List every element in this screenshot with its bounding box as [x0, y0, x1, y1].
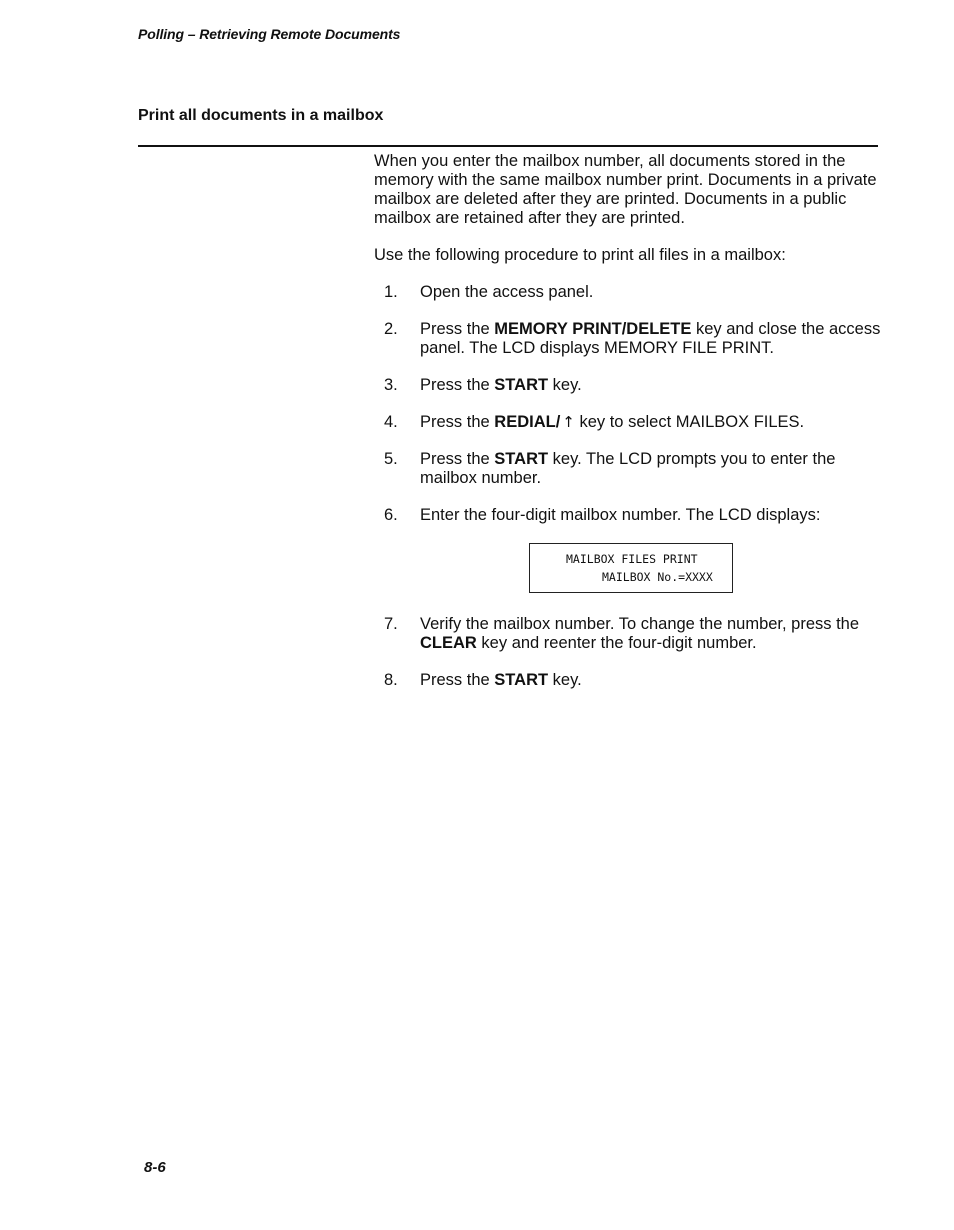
step-number: 4. — [384, 413, 398, 431]
key-name: MEMORY PRINT/DELETE — [494, 320, 692, 338]
section-rule — [138, 145, 878, 147]
step-text — [420, 506, 820, 524]
step-text-run: Press the — [420, 320, 495, 338]
lcd-display-wrap — [374, 543, 894, 593]
step-item — [374, 615, 894, 653]
step-text — [420, 413, 804, 431]
step-text-run: Press the — [420, 450, 495, 468]
procedure-steps — [374, 283, 894, 690]
step-item — [374, 283, 894, 302]
step-text-run: Verify the mailbox number. To change the number, press the — [420, 615, 860, 633]
step-text-run: key. — [548, 671, 582, 689]
intro-paragraph: When you enter the mailbox number, all documents stored in the memory with the same mailbox number print. Documents in a private mailbox are deleted after they are printed. Documents in a public mailbox are retained after they are printed. — [374, 152, 877, 227]
step-text — [420, 320, 880, 357]
step-text — [420, 450, 835, 487]
step-text-run: key. The LCD prompts you to enter the mailbox number. — [420, 450, 836, 487]
step-text-run: key and reenter the four-digit number. — [476, 634, 757, 652]
step-number: 6. — [384, 506, 398, 524]
step-text-run: Press the — [420, 671, 495, 689]
step-number: 3. — [384, 376, 398, 394]
step-text — [420, 671, 582, 689]
step-text-run: Enter the four-digit mailbox number. The LCD displays: — [420, 506, 821, 524]
step-item — [374, 671, 894, 690]
step-text-run: Press the — [420, 376, 495, 394]
key-name: START — [494, 671, 549, 689]
section-content — [374, 152, 894, 708]
step-item — [374, 376, 894, 395]
lcd-line-1: MAILBOX FILES PRINT — [566, 552, 698, 566]
step-number: 2. — [384, 320, 398, 338]
page-number: 8-6 — [144, 1159, 166, 1176]
key-name: CLEAR — [420, 634, 477, 652]
step-number: 5. — [384, 450, 398, 468]
up-arrow-icon: ↑ — [562, 413, 575, 431]
procedure-lead: Use the following procedure to print all files in a mailbox: — [374, 246, 786, 264]
lcd-line-2: MAILBOX No.=XXXX — [602, 570, 713, 584]
step-text-run: key to select MAILBOX FILES. — [574, 413, 805, 431]
key-name: REDIAL/ — [494, 413, 561, 431]
step-text-run: key. — [548, 376, 582, 394]
section-heading: Print all documents in a mailbox — [138, 107, 384, 124]
step-number: 1. — [384, 283, 398, 301]
step-item — [374, 413, 894, 432]
step-text-run: Press the — [420, 413, 495, 431]
step-text — [420, 376, 582, 394]
step-text-run: key and close the access panel. The LCD displays MEMORY FILE PRINT. — [420, 320, 881, 357]
step-number: 7. — [384, 615, 398, 633]
step-text-run: Open the access panel. — [420, 283, 594, 301]
lcd-display — [529, 543, 733, 593]
running-header: Polling – Retrieving Remote Documents — [138, 26, 401, 42]
step-text — [420, 283, 593, 301]
step-item — [374, 450, 894, 488]
step-item — [374, 320, 894, 358]
step-number: 8. — [384, 671, 398, 689]
key-name: START — [494, 376, 549, 394]
key-name: START — [494, 450, 549, 468]
step-text — [420, 615, 859, 652]
step-item — [374, 506, 894, 525]
lcd-display-item — [374, 543, 894, 593]
